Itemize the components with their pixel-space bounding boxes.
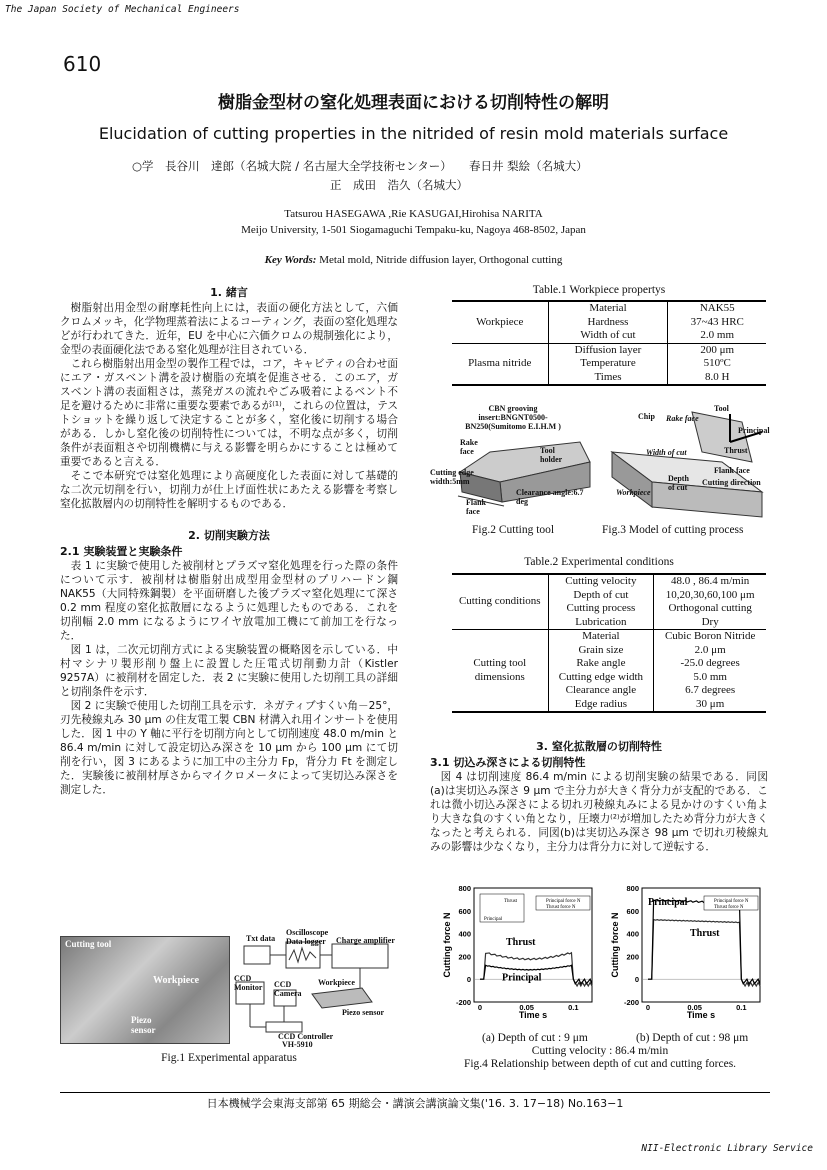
- y-tick-label: 800: [458, 884, 471, 893]
- table-cell: Width of cut: [548, 329, 668, 343]
- fig2-label-edge: Cutting edge width:5mm: [430, 468, 474, 486]
- legend-entry: Principal force N: [546, 899, 581, 904]
- section-1-paragraph: これら樹脂射出用金型の製作工程では，コア，キャビティの合わせ面にエア・ガスベント溝を設け樹脂の充填を促進させる．このエア，ガスベント溝の表面粗さは，蒸発ガスの流れやごみ吸着によるベント不足を避けるために非常に重要な要素であるが⁽¹⁾，これらの位置は，テストショットを繰り返して決定することが多く，窒化後に切削する場合がある．しかし窒化後の切削特性については，不明な点が多く，切削条件が表面粗さや切削機構に与える影響を明らかにすることは極めて重要であると言える．: [60, 358, 398, 468]
- section-2-paragraph: 図 1 は，二次元切削方式による実験装置の概略図を示している．中村マシナリ製形削り盤上に設置した圧電式切削動力計（Kistler 9257A）に被削材を固定した．表 2 に実験に使用した切削工具の詳細と切削条件を示す．: [60, 644, 398, 698]
- table-cell: 2.0 μm: [694, 643, 726, 656]
- fig1-label-osc: Oscilloscope: [286, 928, 329, 937]
- x-axis-label: Time s: [518, 1010, 548, 1020]
- table-cell: Diffusion layer: [548, 343, 668, 357]
- thrust-label: Thrust: [690, 927, 720, 939]
- fig3-label-width: Width of cut: [646, 448, 687, 457]
- section-1-heading: 1. 緒言: [210, 286, 248, 299]
- inset-principal-label: Principal: [484, 917, 503, 922]
- footer-rule: [60, 1092, 770, 1093]
- y-tick-label: 400: [458, 929, 471, 939]
- y-tick-label: 800: [626, 884, 639, 893]
- table-cell: Edge radius: [548, 698, 654, 713]
- section-1-paragraph: そこで本研究では窒化処理により高硬度化した表面に対して基礎的な二次元切削を行い，切削力が仕上げ面性状にあたえる影響を考察し窒化拡散層内の切削特性を解明するものである．: [60, 470, 398, 510]
- table-group-label: Workpiece: [452, 301, 548, 343]
- table-cell: Temperature: [548, 357, 668, 371]
- table-cell: Cutting edge width: [548, 671, 654, 685]
- y-tick-label: 200: [626, 952, 639, 962]
- fig1-label-txt: Txt data: [246, 934, 276, 943]
- y-tick-label: 600: [626, 906, 639, 916]
- y-tick-label: 200: [458, 952, 471, 962]
- y-tick-label: -200: [623, 998, 639, 1007]
- principal-label: Principal: [502, 972, 542, 984]
- table-cell: 5.0 mm: [693, 670, 727, 683]
- table-cell: Cutting process: [548, 602, 654, 616]
- x-tick-label: 0.05: [687, 1003, 702, 1012]
- fig1-label-charge: Charge amplifier: [336, 936, 395, 945]
- table-cell: Rake angle: [548, 657, 654, 671]
- table-cell: 10,20,30,60,100 μm: [665, 588, 755, 601]
- table-row: [452, 630, 766, 644]
- y-axis-label: Cutting force N: [442, 912, 452, 978]
- fig1-label-piezo2: Piezo sensor: [342, 1008, 384, 1017]
- section-3-paragraph: 図 4 は切削速度 86.4 m/min による切削実験の結果である．同図(a)は実切込み深さ 9 μm で主分力が大きく背分力が支配的である．これは微小切込み深さによる切れ刃稜線丸みによる見かけのすくい角より大きな負のすくい角となり，圧壊力⁽²⁾が増加したため背分力が大きくなったと考えられる．同図(b)は実切込み深さ 98 μm で切れ刃稜線丸みの影響は少なくなり，主分力は背分力に対して逆転する．: [430, 771, 768, 853]
- nii-footer: NII-Electronic Library Service: [641, 1143, 813, 1154]
- fig3-model: [602, 402, 770, 520]
- fig1-label-cutting-tool: Cutting tool: [65, 939, 112, 949]
- society-header: The Japan Society of Mechanical Engineers: [5, 4, 240, 15]
- fig2-cutting-tool: [430, 402, 598, 520]
- section-2-1-heading: 2.1 実験装置と実験条件: [60, 545, 183, 558]
- table-cell: -25.0 degrees: [680, 657, 740, 669]
- fig3-label-thrust: Thrust: [724, 446, 748, 455]
- keywords: [0, 254, 827, 266]
- thrust-label: Thrust: [506, 937, 536, 948]
- section-3-heading: 3. 窒化拡散層の切削特性: [536, 740, 662, 753]
- table1-caption: Table.1 Workpiece propertys: [532, 284, 666, 296]
- y-tick-label: -200: [455, 998, 471, 1007]
- fig2-label-flank: Flank face: [466, 498, 487, 516]
- fig2-label-cbn: CBN grooving insert:BNGNT0500-BN250(Sumitomo E.I.H.M ): [465, 404, 561, 431]
- fig2-caption: Fig.2 Cutting tool: [472, 524, 555, 536]
- inset-thrust-label: Thrust: [504, 899, 518, 904]
- table-cell: Hardness: [548, 316, 668, 330]
- table2: [452, 573, 766, 713]
- x-axis-label: Time s: [686, 1010, 716, 1020]
- table-cell: 510ºC: [703, 357, 731, 369]
- keywords-value: Metal mold, Nitride diffusion layer, Orthogonal cutting: [319, 254, 563, 266]
- y-tick-label: 0: [634, 975, 639, 985]
- section-2-heading: 2. 切削実験方法: [188, 529, 270, 542]
- table-cell: NAK55: [699, 302, 735, 314]
- section-2-paragraph: 表 1 に実験で使用した被削材とプラズマ窒化処理を行った際の条件について示す．被削材は樹脂射出成型用金型材のプリハードン鋼 NAK55（大同特殊鋼製）を平面研磨した後プラズマ窒化処理にて深さ 0.2 mm 程度の窒化拡散層になるように処理したものである．これを切削幅 2.0 mm になるようにワイヤ放電加工機にて前加工を行なった．: [60, 560, 398, 642]
- fig3-label-flank: Flank face: [714, 466, 750, 475]
- affiliation: Meijo University, 1-501 Siogamaguchi Tempaku-ku, Nagoya 468-8502, Japan: [241, 224, 586, 236]
- title-en: Elucidation of cutting properties in the nitrided of resin mold materials surface: [98, 124, 729, 143]
- fig4b-subcaption: (b) Depth of cut : 98 μm: [636, 1032, 749, 1044]
- table-row: [452, 343, 766, 357]
- x-tick-label: 0: [645, 1003, 651, 1012]
- table1: [452, 300, 766, 386]
- fig1-label-ccd-monitor: CCD Monitor: [234, 974, 263, 992]
- legend-entry: Principal force N: [714, 899, 749, 904]
- fig1-photo: [60, 936, 230, 1044]
- keywords-label: Key Words:: [264, 254, 317, 266]
- fig1-label-ccd-camera: CCD Camera: [274, 980, 302, 998]
- fig2-label-rake: Rake face: [460, 438, 478, 456]
- section-2-paragraph: 図 2 に実験で使用した切削工具を示す．ネガティブすくい角－25°，刃先稜線丸み 30 μm の住友電工製 CBN 材溝入れ用インサートを使用した．図 1 中の Y 軸に平行を切削方向として切削速度 48.0 m/min と 86.4 m/min に対して設定切込み深さを 10 μm から 100 μm にて切削を行い，図 3 にあるように加工中の主分力 Fp，背分力 Ft を測定した．実験後に被削材厚さからマイクロメータによって実切込み深さを測定した．: [60, 700, 398, 796]
- fig2-label-holder: Tool holder: [540, 446, 563, 464]
- fig4-velocity: Cutting velocity : 86.4 m/min: [531, 1045, 669, 1057]
- table-cell: 2.0 mm: [700, 329, 735, 341]
- fig3-label-tool: Tool: [714, 404, 729, 413]
- table-cell: Times: [548, 371, 668, 386]
- fig3-label-depth: Depth of cut: [668, 474, 689, 492]
- table-cell: Clearance angle: [548, 684, 654, 698]
- table-cell: Dry: [701, 615, 719, 628]
- title-jp: 樹脂金型材の窒化処理表面における切削特性の解明: [218, 93, 609, 113]
- table-cell: 8.0 H: [705, 370, 730, 383]
- authors-jp-1: ○学 長谷川 達郎（名城大院 / 名古屋大全学技術センター） 春日井 梨絵（名城大）: [132, 159, 588, 173]
- table-group-label: Plasma nitride: [452, 343, 548, 385]
- fig1-label-workpiece2: Workpiece: [318, 978, 355, 987]
- left-column: [60, 284, 398, 797]
- section-1-paragraph: 樹脂射出用金型の耐摩耗性向上には，表面の硬化方法として，六価クロムメッキ，化学物理蒸着法によるコーティング，表面の窒化処理などが行われてきた．近年，EU を中心に六価クロムの規制強化により，金型の表面硬化法である窒化処理が注目されている．: [60, 302, 398, 356]
- fig1-apparatus: [60, 928, 398, 1048]
- legend-entry: Thrust force N: [714, 905, 744, 910]
- fig3-label-rake: Rake face: [666, 414, 699, 423]
- table-cell: 6.7 degrees: [685, 684, 736, 696]
- table-cell: 37~43 HRC: [690, 315, 744, 328]
- table-row: [452, 574, 766, 589]
- table-cell: Material: [548, 630, 654, 644]
- y-tick-label: 600: [458, 906, 471, 916]
- table-cell: 30 μm: [696, 697, 725, 710]
- table2-caption: Table.2 Experimental conditions: [524, 556, 674, 568]
- fig4-caption: Fig.4 Relationship between depth of cut and cutting forces.: [463, 1058, 737, 1070]
- table-cell: Depth of cut: [548, 589, 654, 603]
- table-cell: Grain size: [548, 644, 654, 658]
- table-cell: Material: [548, 301, 668, 316]
- fig1-label-vh: VH-5910: [282, 1040, 313, 1049]
- paper-number: 610: [63, 52, 102, 76]
- fig4-chart: [430, 884, 770, 1032]
- fig1-label-logger: Data logger: [286, 937, 326, 946]
- principal-label: Principal: [648, 897, 688, 909]
- authors-jp-2: 正 成田 浩久（名城大）: [330, 178, 468, 192]
- fig3-label-chip: Chip: [638, 412, 655, 421]
- table-cell: Cutting velocity: [548, 574, 654, 589]
- fig1-label-workpiece: Workpiece: [153, 975, 200, 986]
- y-tick-label: 400: [626, 929, 639, 939]
- table-cell: 200 μm: [668, 343, 766, 357]
- fig4a-subcaption: (a) Depth of cut : 9 μm: [482, 1032, 588, 1044]
- fig3-label-workpiece: Workpiece: [616, 488, 651, 497]
- y-tick-label: 0: [466, 975, 471, 985]
- x-tick-label: 0.1: [736, 1003, 747, 1012]
- right-column-text: [430, 738, 768, 854]
- y-axis-label: Cutting force N: [610, 912, 620, 978]
- proceedings-footer: 日本機械学会東海支部第 65 期総会・講演会講演論文集('16. 3. 17−18) No.163−1: [206, 1097, 624, 1110]
- fig3-label-principal: Principal: [738, 426, 770, 435]
- fig2-label-clearance: Clearance angle:6.7 deg: [516, 488, 584, 506]
- fig3-caption: Fig.3 Model of cutting process: [602, 524, 744, 536]
- section-3-1-heading: 3.1 切込み深さによる切削特性: [430, 756, 586, 769]
- fig1-label-piezo: Piezo sensor: [131, 1015, 156, 1035]
- table-group-label: Cutting tool dimensions: [452, 630, 548, 713]
- table-cell: Cubic Boron Nitride: [654, 630, 766, 644]
- fig1-caption: Fig.1 Experimental apparatus: [161, 1052, 297, 1064]
- fig3-label-cutdir: Cutting direction: [702, 478, 761, 487]
- x-tick-label: 0.05: [519, 1003, 534, 1012]
- x-tick-label: 0: [477, 1003, 483, 1012]
- table-cell: 48.0 , 86.4 m/min: [671, 575, 750, 587]
- fig1-label-ccd-controller: CCD Controller: [278, 1032, 334, 1041]
- table-group-label: Cutting conditions: [452, 574, 548, 630]
- legend-entry: Thrust force N: [546, 905, 576, 910]
- table-cell: Lubrication: [548, 616, 654, 630]
- table-row: [452, 301, 766, 316]
- authors-en: Tatsurou HASEGAWA ,Rie KASUGAI,Hirohisa NARITA: [284, 208, 543, 220]
- table-cell: Orthogonal cutting: [668, 602, 752, 614]
- x-tick-label: 0.1: [568, 1003, 579, 1012]
